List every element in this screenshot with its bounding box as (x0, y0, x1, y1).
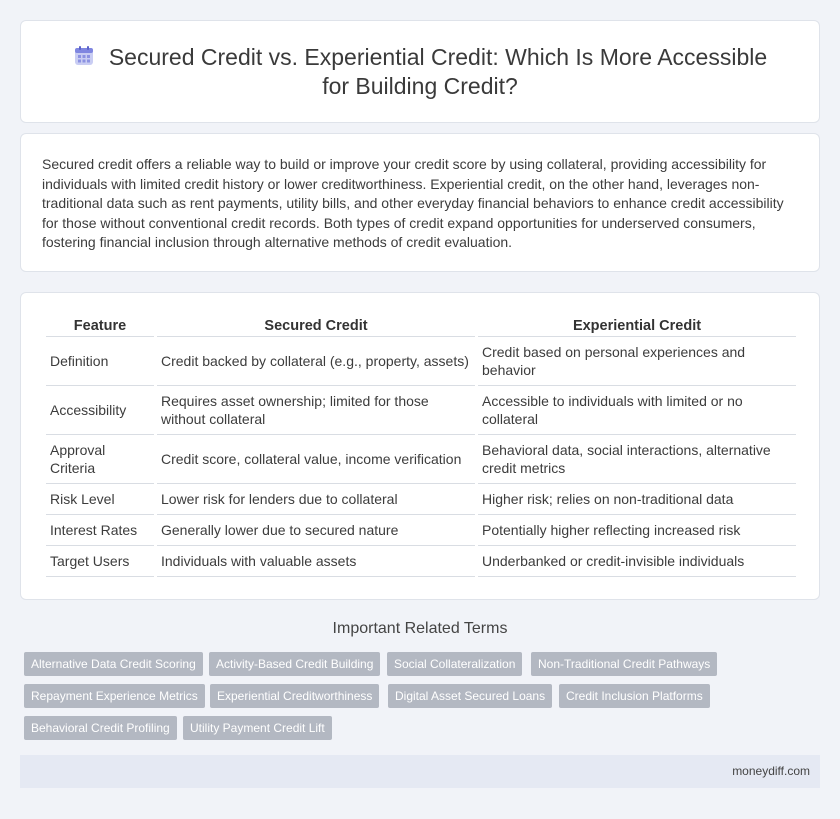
table-row (46, 484, 796, 515)
tag-utility-payment-credit-lift[interactable]: Utility Payment Credit Lift (183, 716, 332, 740)
row-experiential: Higher risk; relies on non-traditional data (478, 484, 796, 515)
tag-activity-based-credit-building[interactable]: Activity-Based Credit Building (209, 652, 380, 676)
intro-paragraph: Secured credit offers a reliable way to build or improve your credit score by using collateral, providing accessibility for individuals with limited credit history or lower creditworthiness. Experiential credit, on the other hand, leverages non-traditional data such as rent payments, utility bills, and other everyday financial behaviors to enhance credit accessibility for those without conventional credit records. Both types of credit expand opportunities for underserved consumers, fostering financial inclusion through alternative methods of credit evaluation. (42, 156, 784, 251)
row-secured: Requires asset ownership; limited for those without collateral (157, 386, 475, 435)
page-title: Secured Credit vs. Experiential Credit: Which Is More Accessible for Building Credit? (108, 44, 768, 99)
row-feature: Approval Criteria (46, 435, 154, 484)
table-row (46, 386, 796, 435)
related-terms-heading: Important Related Terms (332, 620, 508, 637)
tag-credit-inclusion-platforms[interactable]: Credit Inclusion Platforms (559, 684, 710, 708)
row-secured: Credit score, collateral value, income verification (157, 435, 475, 484)
row-feature: Interest Rates (46, 515, 154, 546)
tag-repayment-experience-metrics[interactable]: Repayment Experience Metrics (24, 684, 205, 708)
row-experiential: Underbanked or credit-invisible individuals (478, 546, 796, 577)
intro-card (20, 133, 820, 272)
table-row (46, 337, 796, 386)
table-row (46, 546, 796, 577)
tag-non-traditional-credit-pathways[interactable]: Non-Traditional Credit Pathways (531, 652, 717, 676)
header-feature: Feature (46, 315, 154, 337)
row-secured: Generally lower due to secured nature (157, 515, 475, 546)
row-feature: Target Users (46, 546, 154, 577)
footer-bar (20, 755, 820, 788)
row-experiential: Accessible to individuals with limited or no collateral (478, 386, 796, 435)
comparison-table (43, 315, 799, 577)
row-secured: Individuals with valuable assets (157, 546, 475, 577)
row-secured: Lower risk for lenders due to collateral (157, 484, 475, 515)
footer-site-link[interactable]: moneydiff.com (732, 764, 810, 778)
tag-social-collateralization[interactable]: Social Collateralization (387, 652, 522, 676)
table-header-row (46, 315, 796, 337)
row-feature: Risk Level (46, 484, 154, 515)
row-secured: Credit backed by collateral (e.g., property, assets) (157, 337, 475, 386)
row-feature: Accessibility (46, 386, 154, 435)
row-experiential: Potentially higher reflecting increased risk (478, 515, 796, 546)
tag-digital-asset-secured-loans[interactable]: Digital Asset Secured Loans (388, 684, 552, 708)
table-row (46, 515, 796, 546)
tag-behavioral-credit-profiling[interactable]: Behavioral Credit Profiling (24, 716, 177, 740)
calendar-icon (73, 45, 95, 67)
tag-alternative-data-credit-scoring[interactable]: Alternative Data Credit Scoring (24, 652, 203, 676)
tag-experiential-creditworthiness[interactable]: Experiential Creditworthiness (210, 684, 379, 708)
comparison-card (20, 292, 820, 600)
row-experiential: Credit based on personal experiences and behavior (478, 337, 796, 386)
table-row (46, 435, 796, 484)
row-feature: Definition (46, 337, 154, 386)
page-title-wrap (61, 43, 779, 101)
header-secured-credit: Secured Credit (157, 315, 475, 337)
header-experiential-credit: Experiential Credit (478, 315, 796, 337)
row-experiential: Behavioral data, social interactions, alternative credit metrics (478, 435, 796, 484)
title-card (20, 20, 820, 123)
